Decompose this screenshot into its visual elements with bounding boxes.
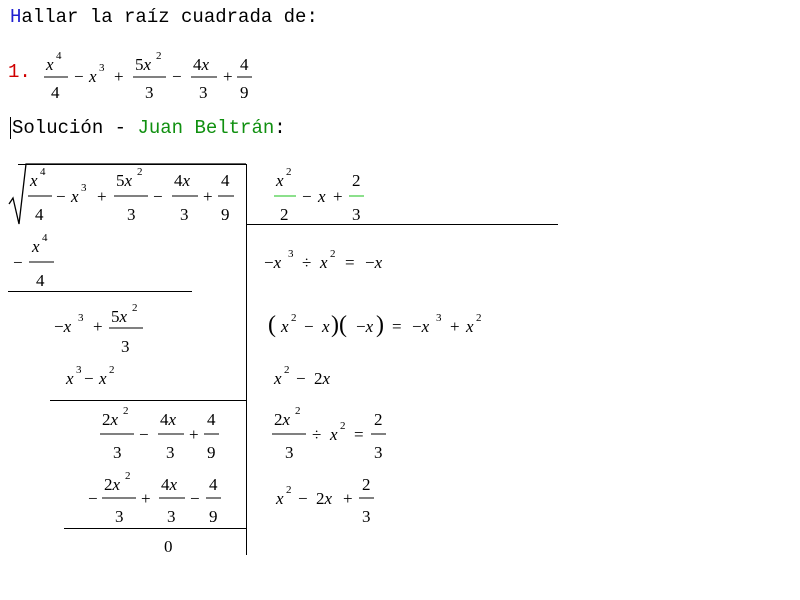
svg-text:+: + [333,187,343,206]
svg-text:=: = [354,425,364,444]
svg-text:3: 3 [115,507,124,526]
svg-text:+: + [223,67,233,86]
solution-author: Juan Beltrán [137,117,275,139]
svg-text:4x: 4x [174,171,191,190]
right-step-3 [273,364,331,388]
svg-text:+: + [203,187,213,206]
svg-text:4x: 4x [161,475,178,494]
svg-text:5x: 5x [135,55,152,74]
svg-text:2x: 2x [274,410,291,429]
svg-text:2: 2 [340,420,346,432]
svg-text:3: 3 [285,443,294,462]
svg-text:2x: 2x [102,410,119,429]
svg-text:−x: −x [356,317,374,336]
svg-text:x: x [322,317,330,336]
svg-text:3: 3 [78,312,84,324]
svg-text:2x: 2x [316,489,333,508]
solution-suffix: : [274,117,286,139]
title-initial: H [10,6,22,28]
left-step-5 [88,470,221,526]
svg-text:2: 2 [286,166,292,178]
svg-text:3: 3 [362,507,371,526]
svg-text:4: 4 [51,83,60,102]
svg-text:9: 9 [221,205,230,224]
svg-text:+: + [93,317,103,336]
svg-text:x: x [30,171,38,190]
svg-text:2x: 2x [314,369,331,388]
svg-text:0: 0 [164,537,173,556]
svg-text:3: 3 [167,507,176,526]
svg-text:−x: −x [365,253,383,272]
svg-text:2: 2 [374,410,383,429]
svg-text:4x: 4x [160,410,177,429]
svg-text:3: 3 [166,443,175,462]
svg-text:9: 9 [207,443,216,462]
svg-text:4: 4 [40,166,46,178]
svg-text:−x: −x [264,253,282,272]
svg-text:4x: 4x [193,55,210,74]
svg-text:2: 2 [280,205,289,224]
svg-text:): ) [376,312,384,338]
svg-text:−: − [298,489,308,508]
svg-text:x: x [66,369,74,388]
svg-text:=: = [345,253,355,272]
svg-text:2: 2 [295,405,301,417]
svg-text:÷: ÷ [312,425,322,444]
svg-text:+: + [97,187,107,206]
svg-text:9: 9 [240,83,249,102]
solution-word: Solución [12,117,104,139]
svg-text:4: 4 [35,205,44,224]
left-step-2 [54,302,143,356]
left-step-remainder [164,537,173,556]
svg-text:2: 2 [137,166,143,178]
svg-text:x: x [320,253,328,272]
problem-number: 1. [8,61,31,83]
svg-text:)(: )( [331,312,347,338]
svg-text:−: − [139,425,149,444]
svg-text:9: 9 [209,507,218,526]
svg-text:(: ( [268,312,276,338]
svg-text:x: x [276,171,284,190]
svg-text:2: 2 [156,50,162,62]
result-expression [274,166,364,224]
svg-text:2x: 2x [104,475,121,494]
svg-text:x: x [274,369,282,388]
svg-text:+: + [114,67,124,86]
svg-text:+: + [141,489,151,508]
svg-text:−: − [172,67,182,86]
svg-text:4: 4 [221,171,230,190]
svg-text:−x: −x [54,317,72,336]
problem-expression [44,50,252,102]
right-step-1 [264,248,383,272]
right-step-5 [275,475,374,526]
title-rest: allar la raíz cuadrada de: [21,6,318,28]
svg-text:2: 2 [352,171,361,190]
svg-text:x: x [32,237,40,256]
svg-text:x: x [71,187,79,206]
svg-text:x: x [318,187,326,206]
svg-text:−: − [84,369,94,388]
right-step-4 [272,405,386,462]
svg-text:−: − [74,67,84,86]
svg-text:+: + [343,489,353,508]
svg-text:−: − [302,187,312,206]
svg-text:÷: ÷ [302,253,312,272]
svg-text:2: 2 [284,364,290,376]
svg-text:3: 3 [199,83,208,102]
svg-text:2: 2 [125,470,131,482]
left-step-1 [13,232,54,290]
svg-text:4: 4 [240,55,249,74]
svg-text:x: x [466,317,474,336]
svg-text:−: − [304,317,314,336]
svg-text:3: 3 [374,443,383,462]
svg-text:−: − [153,187,163,206]
svg-text:−: − [56,187,66,206]
svg-text:2: 2 [123,405,129,417]
svg-text:3: 3 [81,182,87,194]
svg-text:2: 2 [476,312,482,324]
svg-text:−x: −x [412,317,430,336]
svg-text:4: 4 [209,475,218,494]
svg-text:x: x [46,55,54,74]
svg-text:2: 2 [286,484,292,496]
svg-text:x: x [99,369,107,388]
svg-text:x: x [276,489,284,508]
left-step-3 [65,364,115,388]
svg-text:3: 3 [127,205,136,224]
svg-text:4: 4 [56,50,62,62]
svg-text:2: 2 [132,302,138,314]
svg-text:+: + [189,425,199,444]
svg-text:3: 3 [113,443,122,462]
svg-text:x: x [330,425,338,444]
svg-text:x: x [281,317,289,336]
svg-text:−: − [13,253,23,272]
svg-text:5x: 5x [111,307,128,326]
svg-text:−: − [88,489,98,508]
svg-text:4: 4 [42,232,48,244]
svg-text:2: 2 [362,475,371,494]
svg-text:3: 3 [121,337,130,356]
svg-text:3: 3 [352,205,361,224]
svg-text:−: − [190,489,200,508]
svg-text:3: 3 [288,248,294,260]
svg-text:3: 3 [180,205,189,224]
left-step-4 [100,405,219,462]
right-step-2 [268,312,482,338]
svg-text:2: 2 [330,248,336,260]
svg-text:−: − [296,369,306,388]
svg-text:=: = [392,317,402,336]
svg-text:x: x [89,67,97,86]
svg-text:2: 2 [291,312,297,324]
svg-text:3: 3 [145,83,154,102]
svg-text:3: 3 [99,62,105,74]
svg-text:4: 4 [207,410,216,429]
svg-text:3: 3 [76,364,82,376]
svg-text:4: 4 [36,271,45,290]
svg-text:5x: 5x [116,171,133,190]
svg-text:3: 3 [436,312,442,324]
solution-separator: - [103,117,138,139]
svg-text:+: + [450,317,460,336]
svg-text:2: 2 [109,364,115,376]
radicand-expression [28,166,234,224]
